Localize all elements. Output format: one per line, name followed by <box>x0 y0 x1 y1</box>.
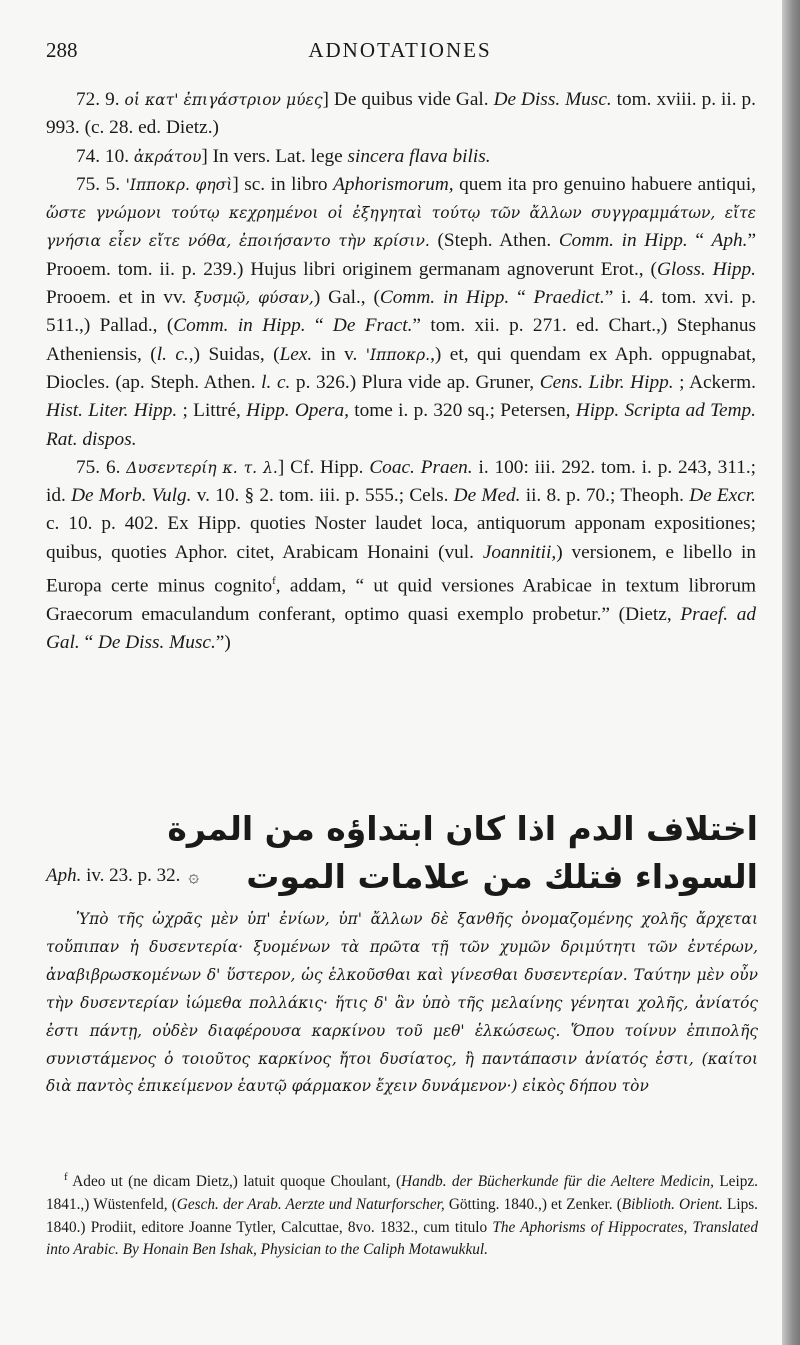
page-header <box>46 38 754 68</box>
greek-passage-text: Ὑπὸ τῆς ὠχρᾶς μὲν ὑπ' ἐνίων, ὑπ' ἄλλων δὲ ξανθῆς ὀνομαζομένης χολῆς ἄρχεται τοὔπιπαν ἡ δυσεντερία· ξυομένων τὰ πρῶτα τῇ τῶν χυμῶν δριμύτητι τῶν ἐντέρων, ἀναβιβρωσκομένων δ' ὕστερον, ὡς ἑλκοῦσθαι καὶ γίνεσθαι δυσεντερίαν. Ταύτην μὲν οὖν τὴν δυσεντερίαν ἰώμεθα πολλάκις· ἥτις δ' ἂν ὑπὸ τῆς μελαίνης γένηται χολῆς, ἀνίατός ἐστι πάντῃ, οὐδὲν διαφέρουσα καρκίνου τοῦ μεθ' ἑλκώσεως. Ὅπου τοίνυν ἐπιπολῆς συνιστάμενος ὁ τοιοῦτος καρκίνος ἤτοι δυσίατος, ἢ παντάπασιν ἀνίατός ἐστι, (καίτοι διὰ παντὸς ἐπικείμενον ἑαυτῷ φάρμακον ἔχειν δυνάμενον·) εἰκὸς δήπου τὸν <box>46 910 758 1096</box>
annotation-text <box>46 86 756 657</box>
arabic-line-1: اختلاف الدم اذا كان ابتداؤه من المرة <box>167 808 758 848</box>
ornament-icon: ۞ <box>188 865 199 886</box>
note-75-5: 75. 5. 'Ιπποκρ. φησὶ] sc. in libro Aphorismorum, quem ita pro genuino habuere antiqui, ὥστε γνώμονι τούτῳ κεχρημένοι οἱ ἐξηγηταὶ τούτῳ τῶν ἄλλων συγγραμμάτων, εἴτε γνήσια εἶεν εἴτε νόθα, ἐποιήσαντο τὴν κρίσιν. (Steph. Athen. Comm. in Hipp. “ Aph.” Prooem. tom. ii. p. 239.) Hujus libri originem germanam agnoverunt Erot., (Gloss. Hipp. Prooem. et in vv. ξυσμῷ, φύσαν,) Gal., (Comm. in Hipp. “ Praedict.” i. 4. tom. xvi. p. 511.,) Pallad., (Comm. in Hipp. “ De Fract.” tom. xii. p. 271. ed. Chart.,) Stephanus Atheniensis, (l. c.,) Suidas, (Lex. in v. 'Ιπποκρ.,) et, qui quendam ex Aph. oppugnabat, Diocles. (ap. Steph. Athen. l. c. p. 326.) Plura vide ap. Gruner, Cens. Libr. Hipp. ; Ackerm. Hist. Liter. Hipp. ; Littré, Hipp. Opera, tome i. p. 320 sq.; Petersen, Hipp. Scripta ad Temp. Rat. dispos. <box>46 173 757 450</box>
note-75-6: 75. 6. Δυσεντερίη κ. τ. λ.] Cf. Hipp. Coac. Praen. i. 100: iii. 292. tom. i. p. 243, 311.; id. De Morb. Vulg. v. 10. § 2. tom. iii. p. 555.; Cels. De Med. ii. 8. p. 70.; Theoph. De Excr. c. 10. p. 402. Ex Hipp. quoties Noster laudet loca, antiquorum apponam expositiones; quibus, quoties Aphor. citet, Arabicam Honaini (vul. Joannitii,) versionem, e libello in Europa certe minus cognito$^f$, addam, “ ut quid versiones Arabicae in textum librorum Graecorum emaculandum conferant, optimo quasi exemplo probetur.” (Dietz, Praef. ad Gal. “ De Diss. Musc.”) <box>46 456 757 654</box>
arabic-line-2: السوداء فتلك من علامات الموت <box>246 856 758 896</box>
footnote-f <box>46 1166 758 1262</box>
page-edge-shadow <box>782 0 800 1345</box>
greek-passage <box>46 906 758 1101</box>
aphorism-reference: Aph. iv. 23. p. 32. <box>46 865 181 886</box>
note-74-10: 74. 10. ἀκράτου] In vers. Lat. lege sincera flava bilis. <box>76 145 491 167</box>
running-head: ADNOTATIONES <box>308 38 492 62</box>
footnote-text: $^f$ Adeo ut (ne dicam Dietz,) latuit quoque Choulant, (Handb. der Bücherkunde für die Aeltere Medicin, Leipz. 1841.,) Wüstenfeld, (Gesch. der Arab. Aerzte und Naturforscher, Götting. 1840.,) et Zenker. (Biblioth. Orient. Lips. 1840.) Prodiit, editore Joanne Tytler, Calcuttae, 8vo. 1832., cum titulo The Aphorisms of Hippocrates, Translated into Arabic. By Honain Ben Ishak, Physician to the Caliph Motawukkul. <box>46 1171 758 1259</box>
page-number: 288 <box>46 38 78 62</box>
arabic-quotation <box>46 804 758 900</box>
note-72-9: 72. 9. οἱ κατ' ἐπιγάστριον μύες] De quibus vide Gal. De Diss. Musc. tom. xviii. p. ii. p. 993. (c. 28. ed. Dietz.) <box>46 89 756 139</box>
arabic-line-2-row <box>46 852 758 900</box>
